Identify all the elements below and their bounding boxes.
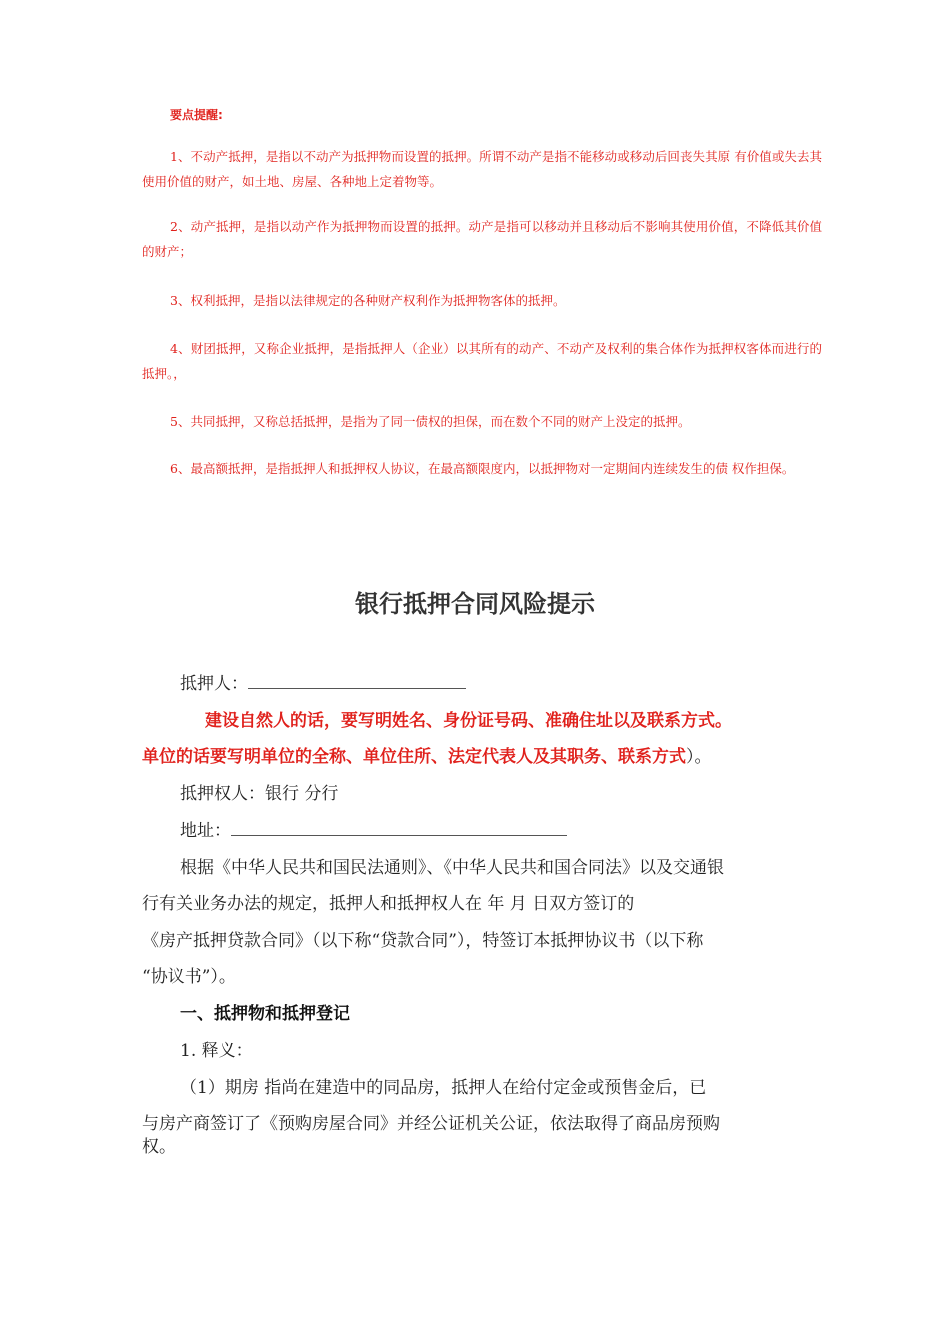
address-blank: [231, 817, 567, 836]
tip-item-4: 4、财团抵押，又称企业抵押，是指抵押人（企业）以其所有的动产、不动产及权利的集合体作为抵押权客体而进行的抵押。，: [142, 341, 822, 381]
definition-line-3: 权。: [142, 1137, 176, 1157]
note-line-2-text: 单位的话要写明单位的全称、单位住所、法定代表人及其职务、联系方式: [142, 747, 686, 767]
address-label: 地址：: [180, 821, 231, 841]
tip-item-6: 6、最高额抵押，是指抵押人和抵押权人协议，在最高额限度内，以抵押物对一定期间内连续发生的债 权作担保。: [170, 461, 795, 476]
item-1-definition: 1. 释义：: [180, 1041, 253, 1061]
definition-line-1: （1）期房 指尚在建造中的同品房，抵押人在给付定金或预售金后，已: [180, 1078, 707, 1098]
note-line-2-tail: ）。: [686, 747, 712, 767]
mortgagor-blank: [248, 670, 466, 689]
section-1-heading: 一、抵押物和抵押登记: [180, 1004, 350, 1024]
mortgagee-line: 抵押权人：银行 分行: [180, 784, 339, 804]
note-line-2: [142, 741, 712, 773]
para1-line-4: “协议书”）。: [142, 967, 236, 987]
tip-item-2: 2、动产抵押，是指以动产作为抵押物而设置的抵押。动产是指可以移动并且移动后不影响其使用价值，不降低其价值的财产；: [142, 219, 822, 259]
mortgagor-line: [180, 668, 466, 700]
para1-line-3: 《房产抵押贷款合同》（以下称“贷款合同”），特签订本抵押协议书（以下称: [142, 931, 704, 951]
mortgagor-label: 抵押人：: [180, 674, 248, 694]
address-line: [180, 815, 567, 847]
definition-line-2: 与房产商签订了《预购房屋合同》并经公证机关公证，依法取得了商品房预购: [142, 1114, 720, 1134]
note-line-1: 建设自然人的话，要写明姓名、身份证号码、准确住址以及联系方式。: [205, 711, 732, 731]
document-title: 银行抵押合同风险提示: [355, 590, 595, 618]
tip-item-3: 3、权利抵押，是指以法律规定的各种财产权利作为抵押物客体的抵押。: [170, 293, 566, 308]
tips-heading: 要点提醒:: [170, 108, 223, 122]
tip-item-5: 5、共同抵押，又称总括抵押，是指为了同一债权的担保，而在数个不同的财产上没定的抵押。: [170, 414, 691, 429]
para1-line-2: 行有关业务办法的规定，抵押人和抵押权人在 年 月 日双方签订的: [142, 894, 635, 914]
para1-line-1: 根据《中华人民共和国民法通则》、《中华人民共和国合同法》以及交通银: [180, 858, 724, 878]
tip-item-1: 1、不动产抵押，是指以不动产为抵押物而设置的抵押。所谓不动产是指不能移动或移动后回丧失其原 有价值或失去其使用价值的财产，如土地、房屋、各种地上定着物等。: [142, 149, 822, 189]
